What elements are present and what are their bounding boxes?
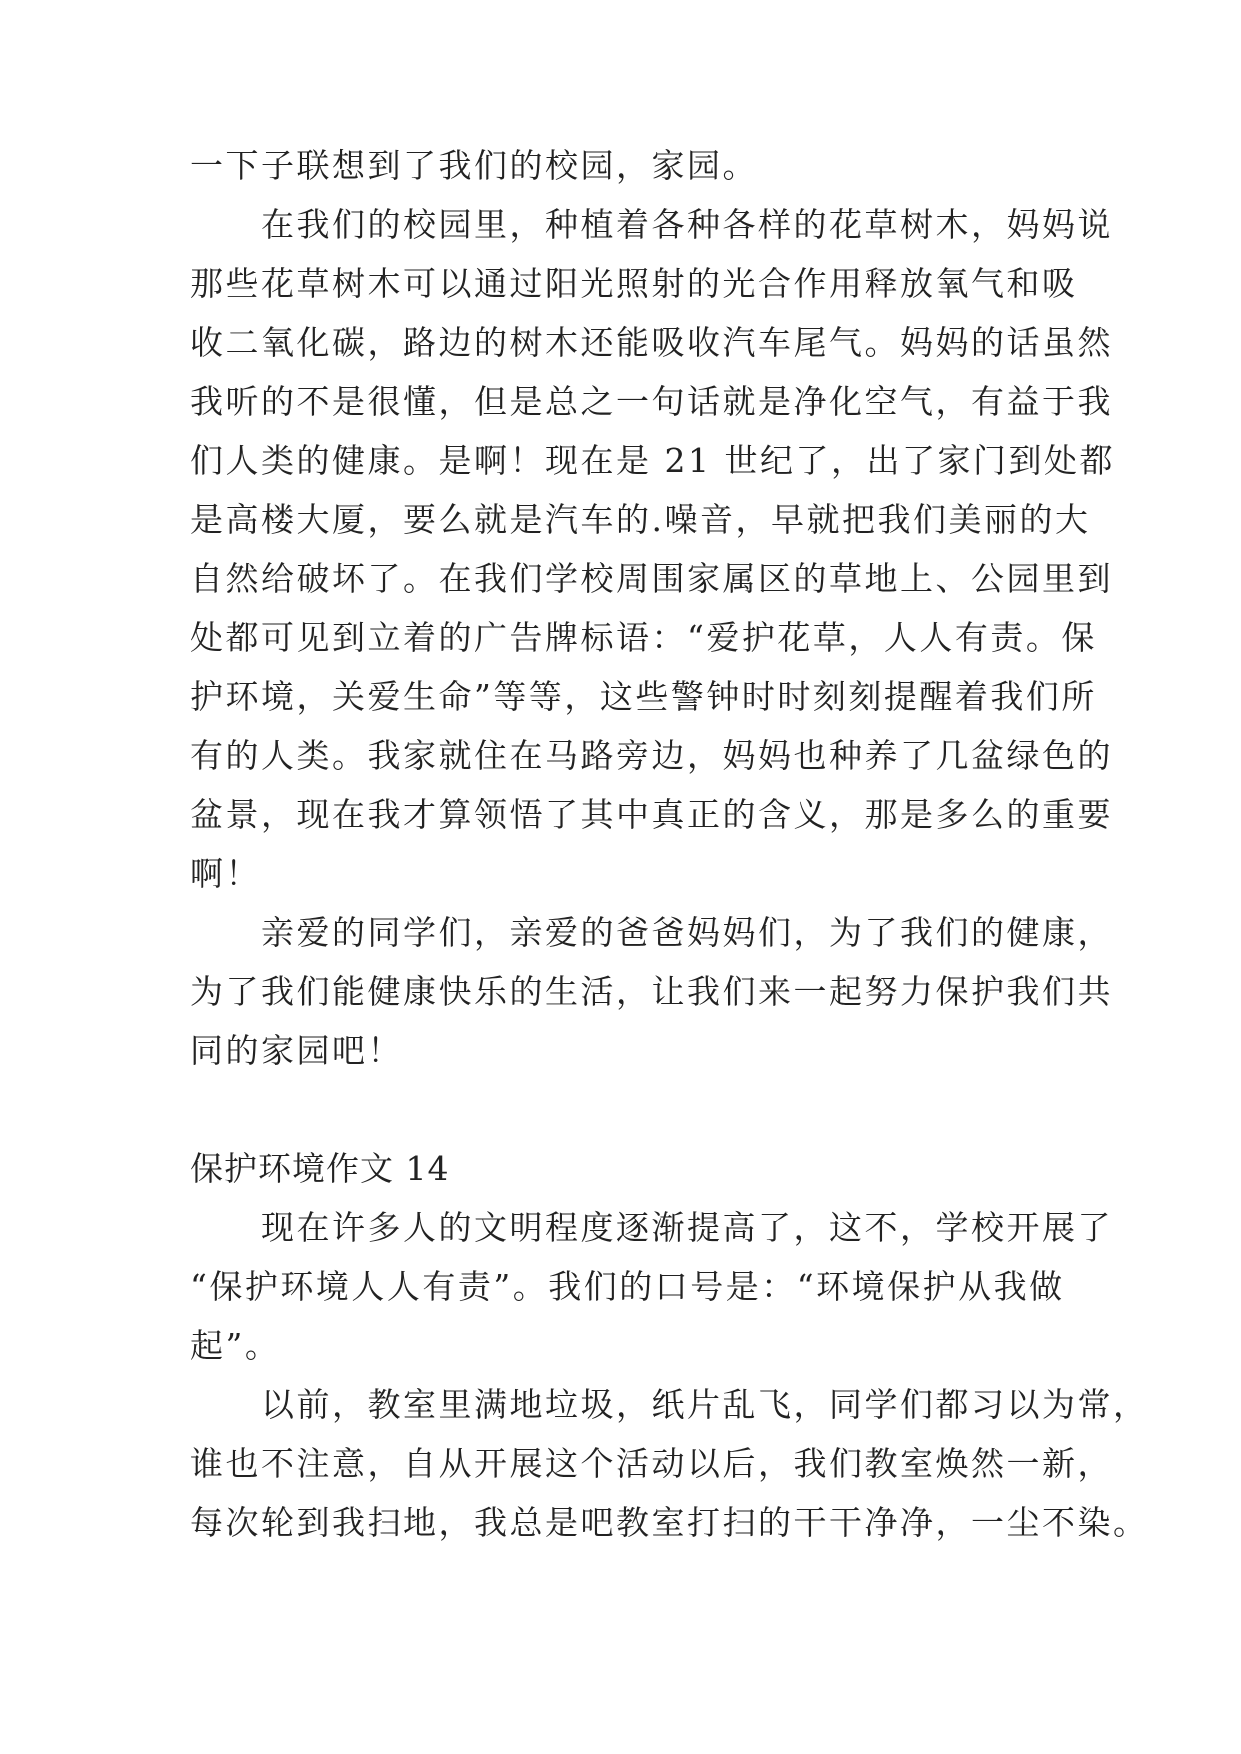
text-line: “保护环境人人有责”。我们的口号是：“环境保护从我做: [190, 1267, 1065, 1306]
text-line: 为了我们能健康快乐的生活，让我们来一起努力保护我们共: [190, 972, 1113, 1011]
text-line: 处都可见到立着的广告牌标语：“爱护花草，人人有责。保: [190, 618, 1097, 657]
text-line: 我听的不是很懂，但是总之一句话就是净化空气，有益于我: [190, 382, 1113, 421]
text-line: 啊！: [190, 854, 261, 893]
text-line: 那些花草树木可以通过阳光照射的光合作用释放氧气和吸: [190, 264, 1078, 303]
text-line: 在我们的校园里，种植着各种各样的花草树木，妈妈说: [190, 205, 1113, 244]
text-line: 亲爱的同学们，亲爱的爸爸妈妈们，为了我们的健康，: [190, 913, 1113, 952]
text-line: 一下子联想到了我们的校园，家园。: [190, 146, 758, 185]
section-heading: 保护环境作文 14: [190, 1149, 450, 1188]
text-line: 起”。: [190, 1326, 281, 1365]
text-line: 同的家园吧！: [190, 1031, 403, 1070]
text-line: 护环境，关爱生命”等等，这些警钟时时刻刻提醒着我们所: [190, 677, 1097, 716]
text-line: 谁也不注意，自从开展这个活动以后，我们教室焕然一新，: [190, 1444, 1113, 1483]
text-line: 有的人类。我家就住在马路旁边，妈妈也种养了几盆绿色的: [190, 736, 1113, 775]
text-line: 现在许多人的文明程度逐渐提高了，这不，学校开展了: [190, 1208, 1113, 1247]
text-line: 是高楼大厦，要么就是汽车的.噪音，早就把我们美丽的大: [190, 500, 1091, 539]
text-line: 以前，教室里满地垃圾，纸片乱飞，同学们都习以为常，: [190, 1385, 1149, 1424]
text-line: 们人类的健康。是啊！现在是 21 世纪了，出了家门到处都: [190, 441, 1115, 480]
text-line: 每次轮到我扫地，我总是吧教室打扫的干干净净，一尘不染。: [190, 1503, 1149, 1542]
text-line: 自然给破坏了。在我们学校周围家属区的草地上、公园里到: [190, 559, 1113, 598]
text-line: 收二氧化碳，路边的树木还能吸收汽车尾气。妈妈的话虽然: [190, 323, 1113, 362]
text-line: 盆景，现在我才算领悟了其中真正的含义，那是多么的重要: [190, 795, 1113, 834]
